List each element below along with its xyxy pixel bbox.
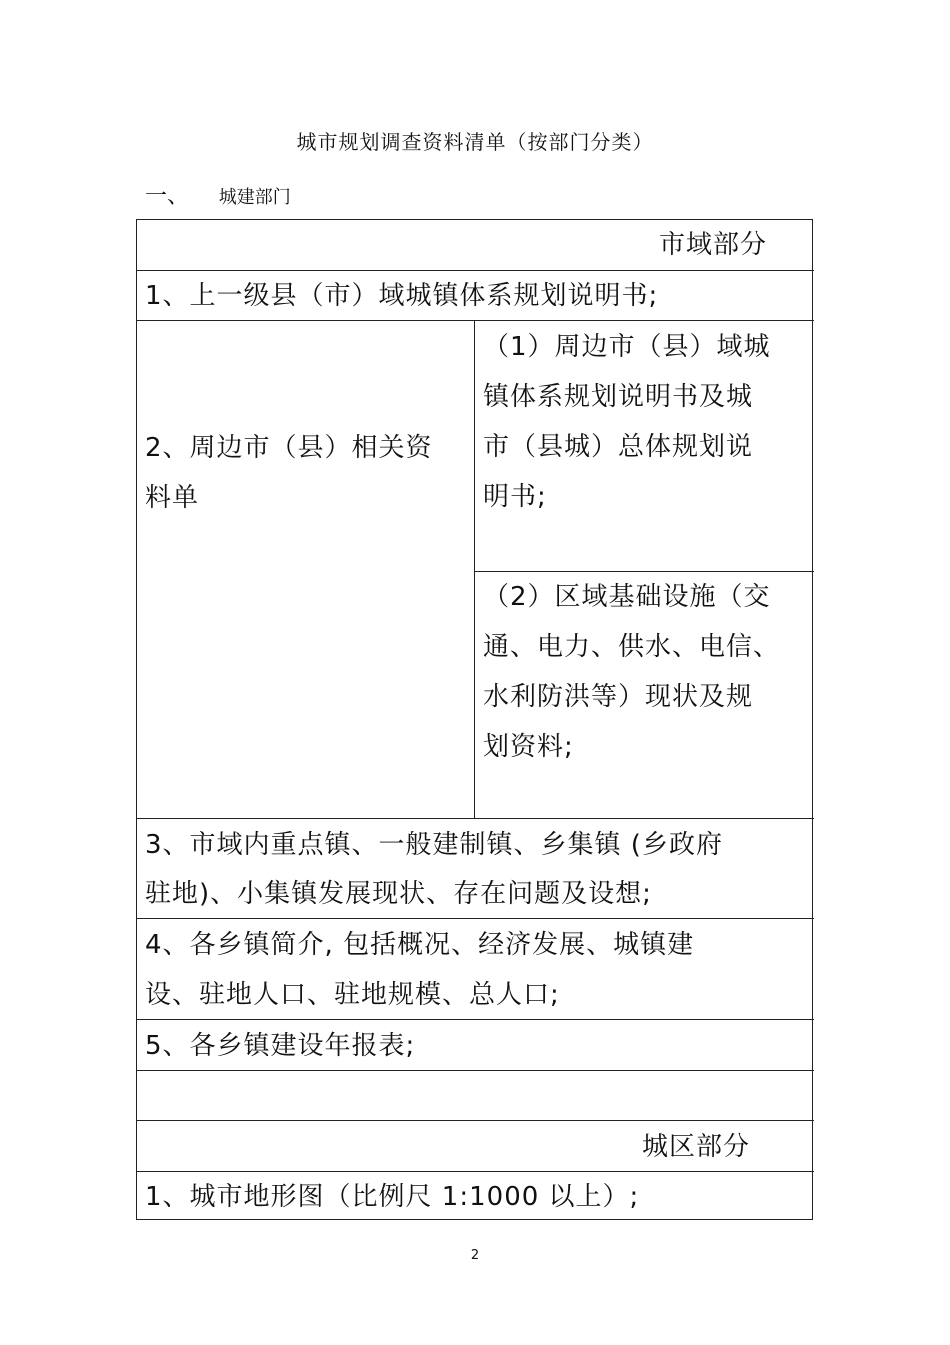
- subitem-2-line: 通、电力、供水、电信、: [483, 632, 781, 662]
- section-name: 城建部门: [218, 187, 291, 208]
- section-number: 一、: [145, 184, 190, 209]
- subitem-1-line: （1）周边市（县）域城: [483, 332, 771, 362]
- resource-table: [136, 219, 813, 1220]
- subitem-2-line: 水利防洪等）现状及规: [483, 682, 754, 712]
- subitem-2-line: 划资料;: [483, 732, 574, 762]
- row-3-line: 驻地)、小集镇发展现状、存在问题及设想;: [145, 879, 652, 909]
- row-3-line: 3、市域内重点镇、一般建制镇、乡集镇 (乡政府: [145, 830, 723, 860]
- row-4-line: 4、各乡镇简介, 包括概况、经济发展、城镇建: [145, 930, 695, 960]
- row-4-line: 设、驻地人口、驻地规模、总人口;: [145, 980, 560, 1010]
- row-2-label-line: 2、周边市（县）相关资: [145, 433, 433, 463]
- document-title: 城市规划调查资料清单（按部门分类）: [296, 130, 654, 154]
- table-row-5: 5、各乡镇建设年报表;: [145, 1031, 416, 1061]
- table-rule: [137, 818, 814, 819]
- page-number: 2: [470, 1248, 480, 1263]
- table-header-city-region: 市域部分: [659, 230, 768, 260]
- row-2-label-line: 料单: [145, 483, 200, 513]
- table-row-1: 1、上一级县（市）域城镇体系规划说明书;: [145, 281, 659, 311]
- subitem-2-line: （2）区域基础设施（交: [483, 582, 771, 612]
- table-column-divider: [474, 320, 475, 818]
- subitem-1-line: 市（县城）总体规划说: [483, 432, 754, 462]
- table-header-urban-area: 城区部分: [642, 1132, 751, 1162]
- table-rule: [137, 1120, 814, 1121]
- section-heading: [145, 184, 291, 211]
- table-row-7: 1、城市地形图（比例尺 1:1000 以上）;: [145, 1182, 640, 1212]
- subitem-1-line: 镇体系规划说明书及城: [483, 382, 754, 412]
- subitem-1-line: 明书;: [483, 482, 547, 512]
